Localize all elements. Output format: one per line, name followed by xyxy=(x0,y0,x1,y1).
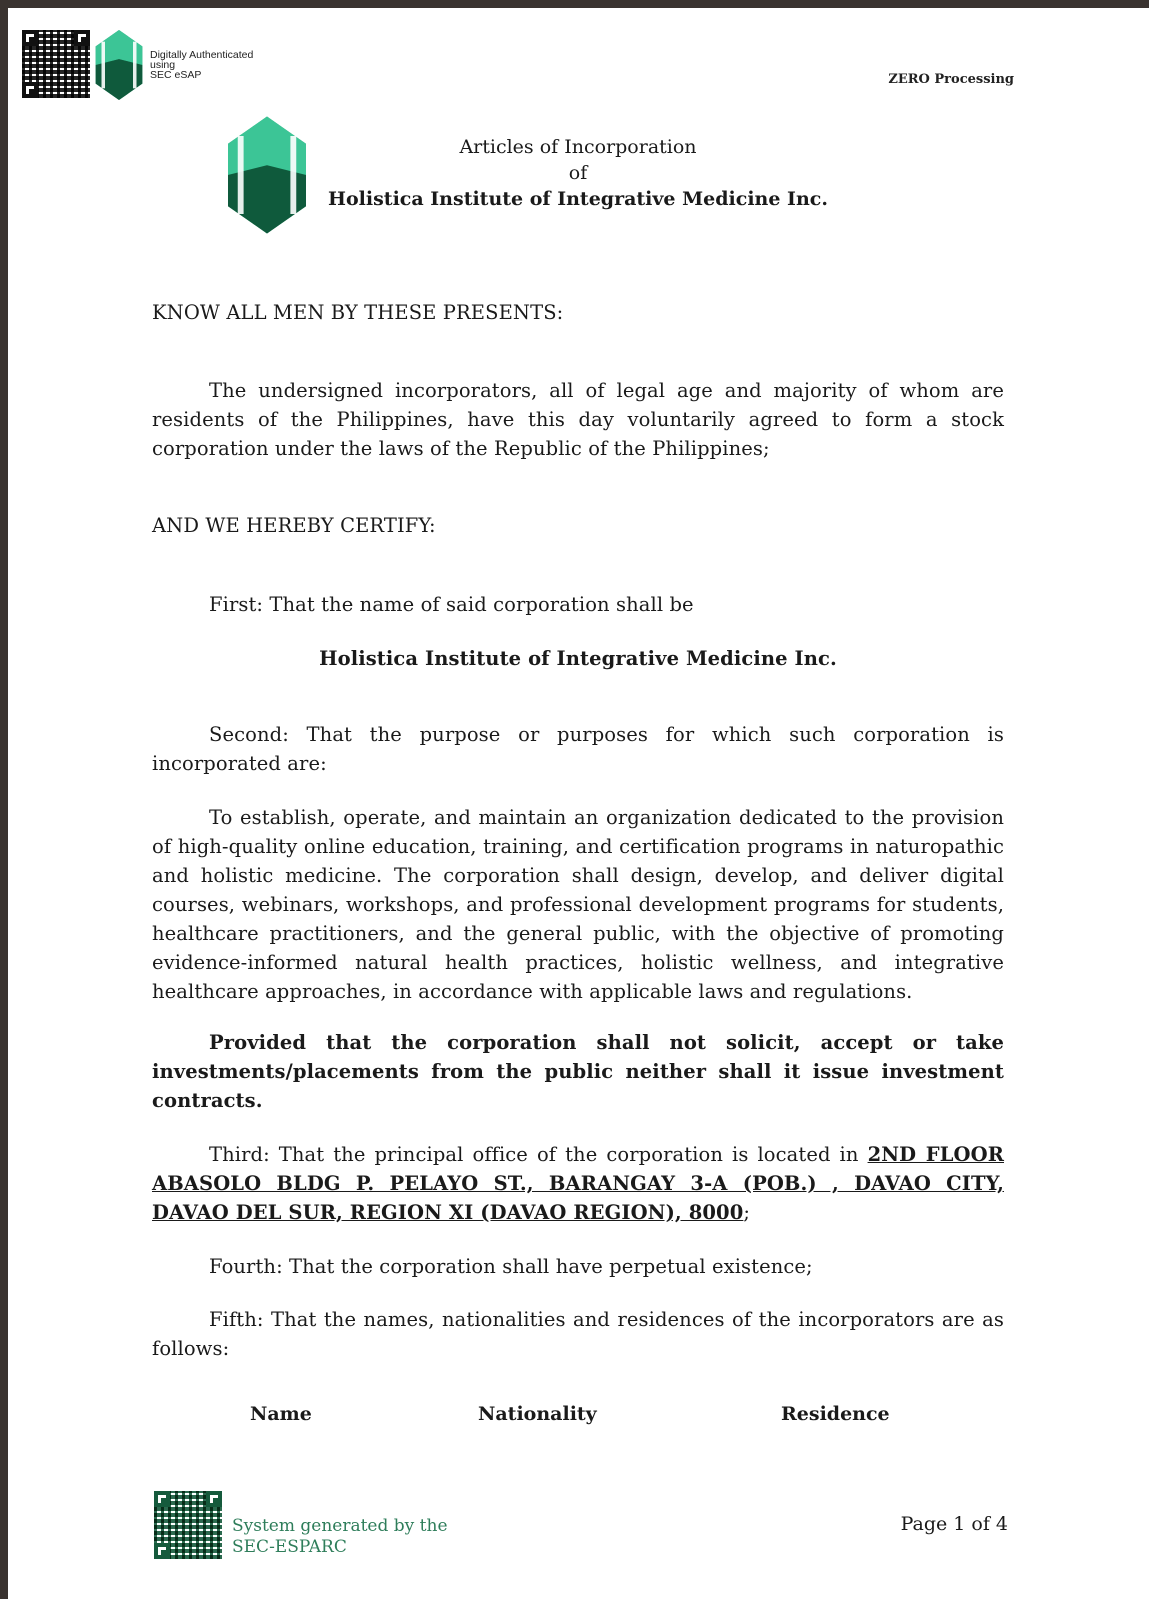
first-article: First: That the name of said corporation shall be xyxy=(209,593,694,616)
document-page xyxy=(8,8,1149,1599)
stamp-line-1: Digitally Authenticated xyxy=(150,49,254,61)
qr-code-icon xyxy=(154,1491,222,1559)
second-article: Second: That the purpose or purposes for which such corporation is incorporated are: xyxy=(152,723,1004,775)
third-article xyxy=(152,1140,1004,1227)
opening-line: KNOW ALL MEN BY THESE PRESENTS: xyxy=(152,301,564,324)
preamble-paragraph: The undersigned incorporators, all of legal age and majority of whom are residents of the Philippines, have this day voluntarily agreed to form a stock corporation under the laws of the Republic of the Philippines; xyxy=(152,379,1004,460)
principal-office-address: 2ND FLOOR ABASOLO BLDG P. PELAYO ST., BARANGAY 3-A (POB.) , DAVAO CITY, DAVAO DEL SUR, REGION XI (DAVAO REGION), 8000 xyxy=(152,1143,1004,1224)
first-article-name: Holistica Institute of Integrative Medicine Inc. xyxy=(319,647,837,670)
generated-line-1: System generated by the xyxy=(232,1516,448,1536)
processing-label: ZERO Processing xyxy=(888,72,1014,87)
corporation-name: Holistica Institute of Integrative Medicine Inc. xyxy=(328,188,828,210)
purpose-paragraph: To establish, operate, and maintain an organization dedicated to the provision of high-quality online education, training, and certification programs in naturopathic and holistic medicine. The corporation shall design, develop, and deliver digital courses, webinars, workshops, and professional development programs for students, healthcare practitioners, and the general public, with the objective of promoting evidence-informed natural health practices, holistic wellness, and integrative healthcare approaches, in accordance with applicable laws and regulations. xyxy=(152,806,1004,1003)
sec-logo-icon xyxy=(228,116,306,234)
generated-line-2: SEC-ESPARC xyxy=(232,1537,347,1557)
document-title-of: of xyxy=(568,162,588,184)
stamp-line-2: using xyxy=(150,59,176,71)
qr-code-icon xyxy=(22,30,90,98)
fourth-article: Fourth: That the corporation shall have perpetual existence; xyxy=(209,1255,813,1278)
third-article-prefix: Third: That the principal office of the corporation is located in xyxy=(209,1143,868,1166)
document-header xyxy=(308,134,848,212)
system-generated-note xyxy=(232,1516,448,1558)
column-header-name: Name xyxy=(250,1403,312,1425)
fifth-article: Fifth: That the names, nationalities and residences of the incorporators are as follows: xyxy=(152,1308,1004,1360)
proviso-paragraph: Provided that the corporation shall not solicit, accept or take investments/placements from the public neither shall it issue investment contracts. xyxy=(152,1031,1004,1112)
third-article-suffix: ; xyxy=(743,1201,751,1224)
certify-line: AND WE HEREBY CERTIFY: xyxy=(152,514,436,537)
page-number: Page 1 of 4 xyxy=(900,1513,1008,1535)
stamp-line-3: SEC eSAP xyxy=(150,69,202,81)
sec-logo-icon xyxy=(95,30,143,100)
digital-auth-stamp xyxy=(150,50,253,80)
document-title: Articles of Incorporation xyxy=(459,136,697,158)
column-header-residence: Residence xyxy=(781,1403,890,1425)
column-header-nationality: Nationality xyxy=(478,1403,597,1425)
